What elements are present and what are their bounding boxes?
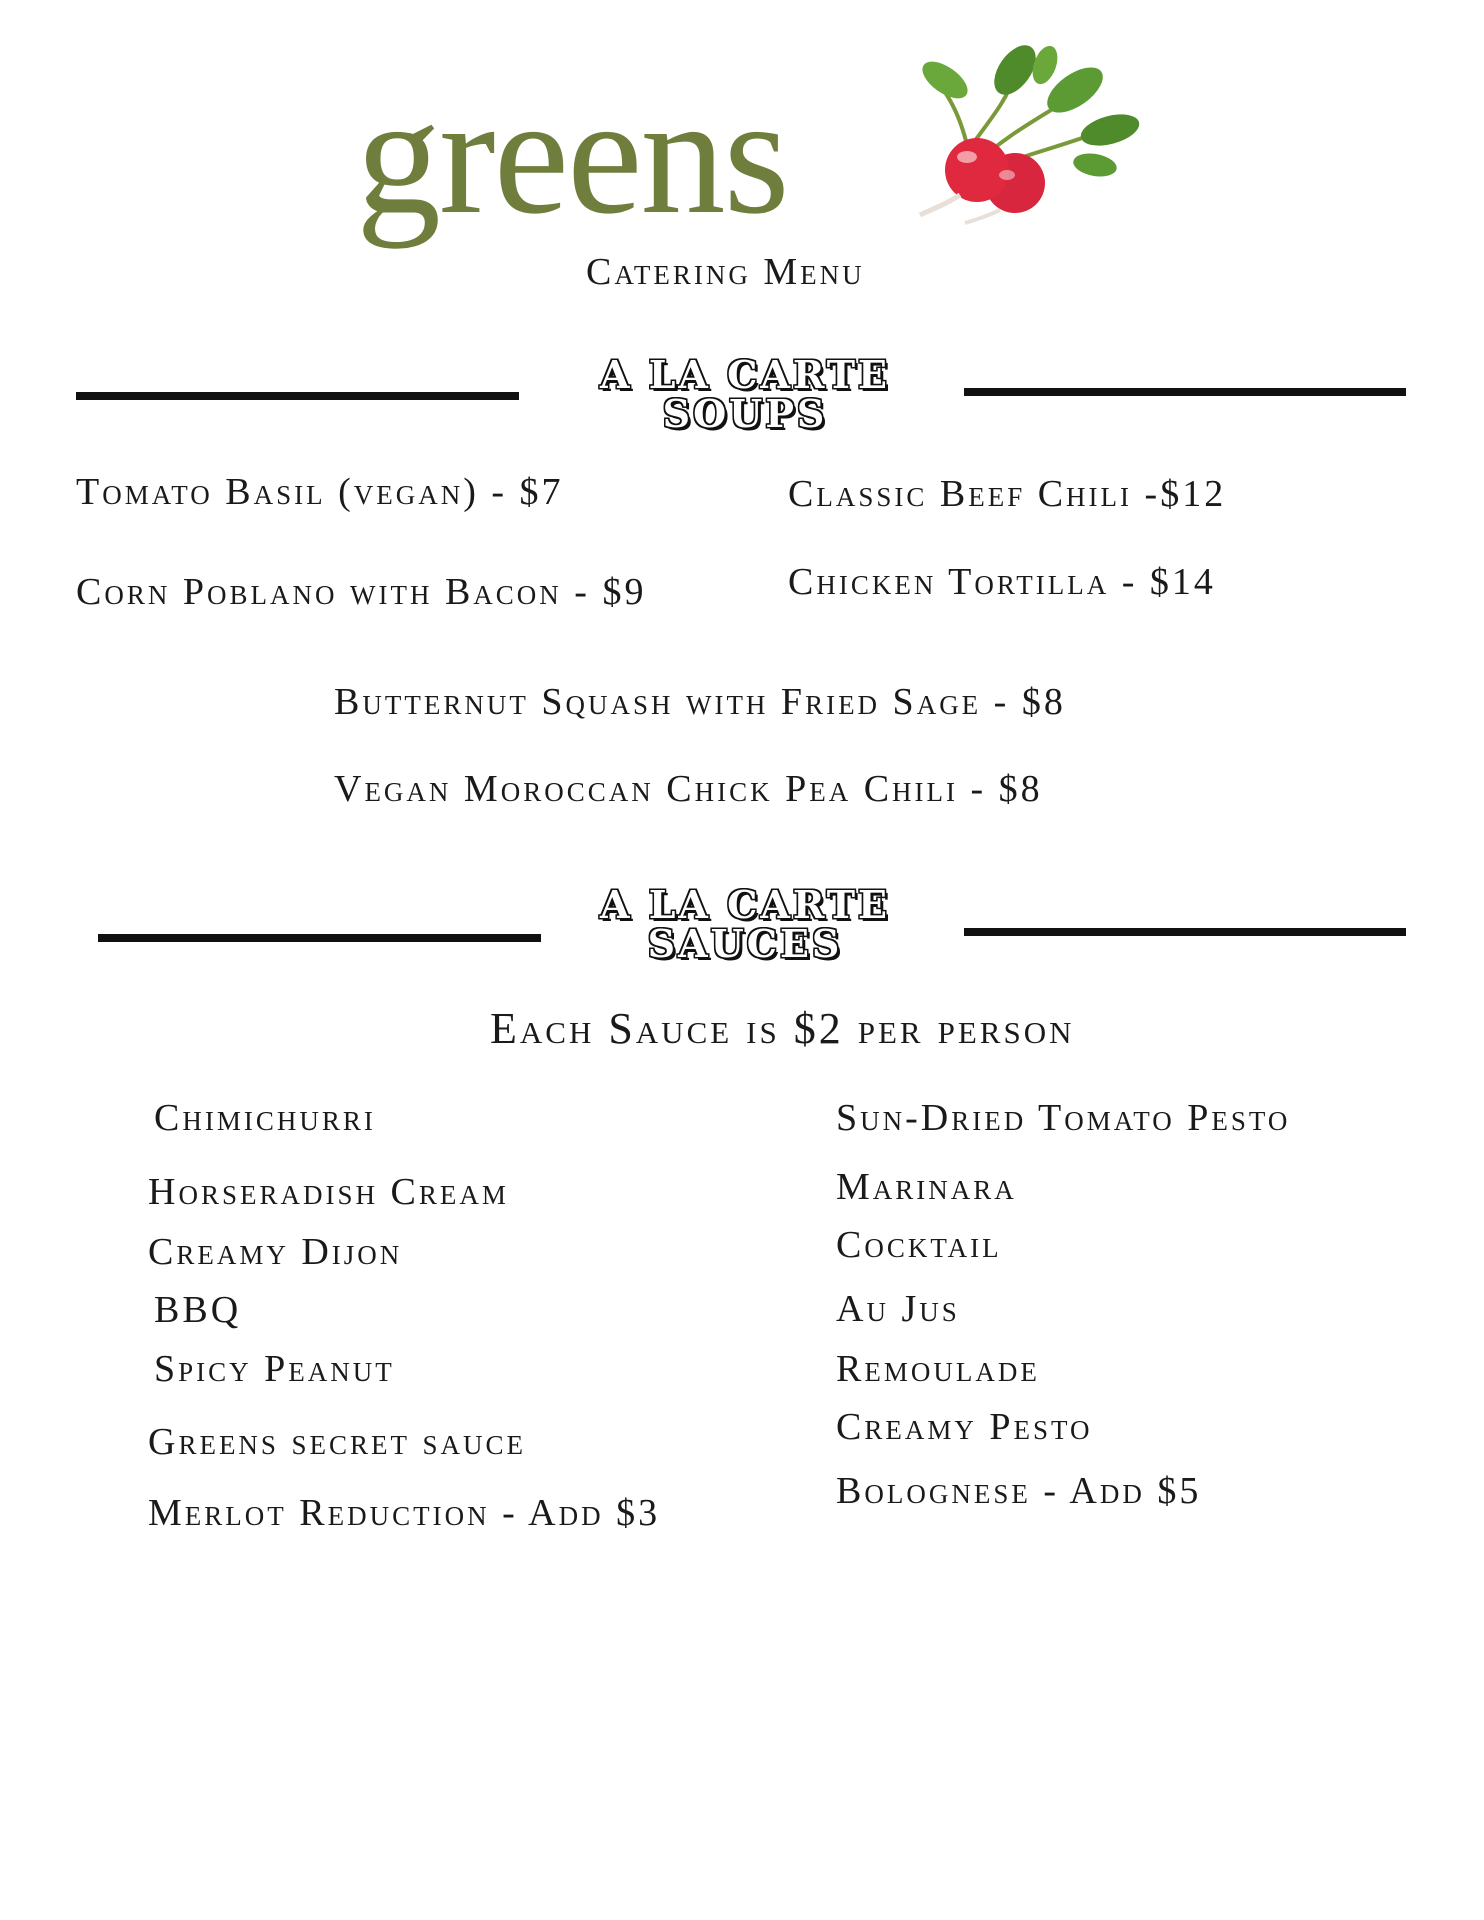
brand-logo-text: greens	[356, 61, 788, 249]
sauce-item: Spicy Peanut	[154, 1348, 395, 1390]
sauce-item: Chimichurri	[154, 1097, 376, 1139]
divider-left	[76, 392, 519, 400]
soup-item: Tomato Basil (vegan) - $7	[76, 471, 564, 513]
divider-left	[98, 934, 541, 942]
soups-heading-line1: A LA CARTE	[599, 352, 891, 397]
soups-heading-line2: SOUPS	[662, 391, 828, 436]
sauce-item: Sun-Dried Tomato Pesto	[836, 1097, 1291, 1139]
sauce-item: Greens secret sauce	[148, 1421, 526, 1463]
sauce-item: Merlot Reduction - Add $3	[148, 1492, 661, 1534]
soup-item: Classic Beef Chili -$12	[788, 473, 1227, 515]
sauces-heading-line2: SAUCES	[647, 921, 843, 966]
soup-item: Butternut Squash with Fried Sage - $8	[334, 681, 1066, 723]
sauce-item: Horseradish Cream	[148, 1171, 509, 1213]
soups-heading	[560, 352, 930, 436]
sauce-item: Creamy Dijon	[148, 1231, 403, 1273]
sauce-item: Remoulade	[836, 1348, 1040, 1390]
soup-item: Corn Poblano with Bacon - $9	[76, 571, 647, 613]
soup-item: Chicken Tortilla - $14	[788, 561, 1216, 603]
sauce-item: Marinara	[836, 1166, 1017, 1208]
sauce-item: Au Jus	[836, 1288, 960, 1330]
soup-item: Vegan Moroccan Chick Pea Chili - $8	[334, 768, 1043, 810]
sauce-item: BBQ	[154, 1289, 242, 1331]
divider-right	[964, 388, 1406, 396]
sauce-item: Bolognese - Add $5	[836, 1470, 1202, 1512]
sauce-item: Cocktail	[836, 1224, 1002, 1266]
radish-icon	[905, 35, 1150, 235]
sauces-heading-line1: A LA CARTE	[599, 882, 891, 927]
catering-menu-subtitle: Catering Menu	[586, 251, 865, 293]
sauce-price-note: Each Sauce is $2 per person	[490, 1004, 1075, 1053]
sauces-heading	[560, 882, 930, 966]
divider-right	[964, 928, 1406, 936]
sauce-item: Creamy Pesto	[836, 1406, 1093, 1448]
